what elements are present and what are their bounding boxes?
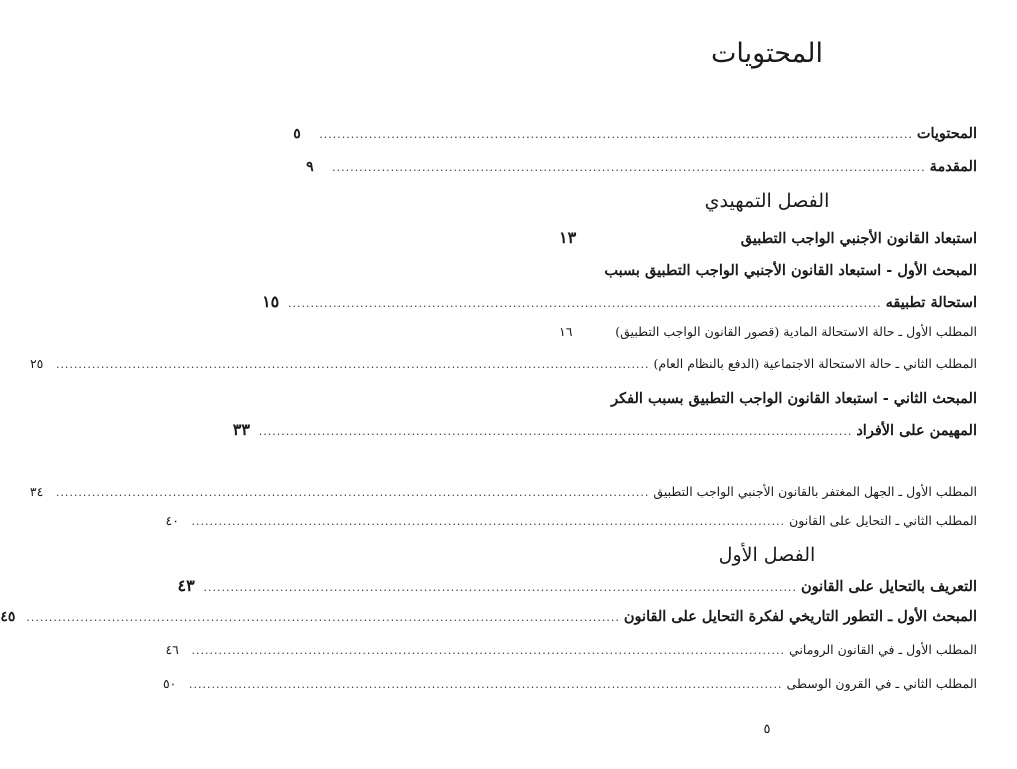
toc-entry-label: المبحث الأول ـ التطور التاريخي لفكرة التحايل على القانون [623, 608, 977, 625]
toc-entry [165, 642, 977, 668]
toc-entry-label: استحالة تطبيقه [885, 294, 977, 311]
toc-entry-label: التعريف بالتحايل على القانون [801, 578, 977, 595]
toc-entry-label: المطلب الثاني ـ التحايل على القانون [789, 513, 977, 528]
toc-entry [0, 608, 977, 634]
toc-entry-page: ٣٣ [232, 420, 250, 439]
dot-leader: .................................................................................................................................... [319, 128, 913, 141]
toc-entry-label: المقدمة [929, 158, 977, 175]
toc-entry-page: ٥ [293, 126, 301, 142]
toc-entry-label: المطلب الثاني ـ في القرون الوسطى [786, 676, 977, 691]
page-number: ٥ [763, 722, 771, 737]
toc-entry-label: المبحث الأول - استبعاد القانون الأجنبي الواجب التطبيق بسبب [604, 262, 977, 279]
dot-leader: .................................................................................................................................... [288, 297, 882, 310]
toc-entry-label: المطلب الأول ـ في القانون الروماني [789, 642, 977, 657]
chapter-heading: الفصل التمهيدي [704, 190, 830, 212]
toc-entry-page: ٣٤ [29, 484, 44, 499]
page-title: المحتويات [710, 38, 824, 69]
toc-entry-label: المطلب الأول ـ حالة الاستحالة المادية (قصور القانون الواجب التطبيق) [615, 324, 977, 339]
toc-entry [177, 576, 977, 602]
toc-entry-label: المطلب الثاني ـ حالة الاستحالة الاجتماعية (الدفع بالنظام العام) [653, 356, 977, 371]
toc-entry-page: ١٦ [559, 324, 573, 339]
dot-leader: .................................................................................................................................... [188, 678, 783, 691]
toc-entry [29, 484, 977, 510]
toc-entry-page: ٩ [306, 159, 314, 175]
toc-entry [306, 158, 977, 184]
toc-entry-page: ٤٠ [165, 513, 179, 528]
toc-entry-label: استبعاد القانون الأجنبي الواجب التطبيق [740, 230, 977, 247]
dot-leader: .................................................................................................................................... [191, 644, 786, 657]
dot-leader: .................................................................................................................................... [258, 425, 853, 438]
toc-entry [29, 356, 977, 382]
toc-entry [232, 420, 977, 446]
toc-entry-label: المطلب الأول ـ الجهل المغتفر بالقانون الأجنبي الواجب التطبيق [653, 484, 977, 499]
toc-entry-page: ١٣ [559, 228, 577, 247]
toc-entry-page: ٢٥ [29, 356, 44, 371]
toc-entry-label: المبحث الثاني - استبعاد القانون الواجب التطبيق بسبب الفكر [611, 390, 977, 407]
toc-entry-page: ٥٠ [162, 676, 177, 691]
dot-leader: .................................................................................................................................... [26, 611, 620, 624]
toc-entry [559, 228, 977, 254]
toc-entry-label: المهيمن على الأفراد [856, 422, 977, 439]
toc-entry [262, 292, 977, 318]
toc-entry-page: ٤٣ [177, 576, 195, 595]
dot-leader: .................................................................................................................................... [203, 581, 798, 594]
toc-entry [293, 125, 977, 151]
toc-entry-page: ١٥ [262, 292, 280, 311]
toc-entry [162, 676, 977, 702]
dot-leader: .................................................................................................................................... [55, 486, 650, 499]
dot-leader: .................................................................................................................................... [191, 515, 786, 528]
toc-entry-page: ٤٦ [165, 642, 179, 657]
toc-entry-label: المحتويات [916, 125, 977, 142]
toc-entry [559, 324, 977, 350]
chapter-heading: الفصل الأول [718, 544, 816, 566]
dot-leader: .................................................................................................................................... [55, 358, 650, 371]
dot-leader: .................................................................................................................................... [332, 161, 926, 174]
toc-entry-page: ٤٥ [0, 609, 16, 625]
toc-entry [165, 513, 977, 539]
